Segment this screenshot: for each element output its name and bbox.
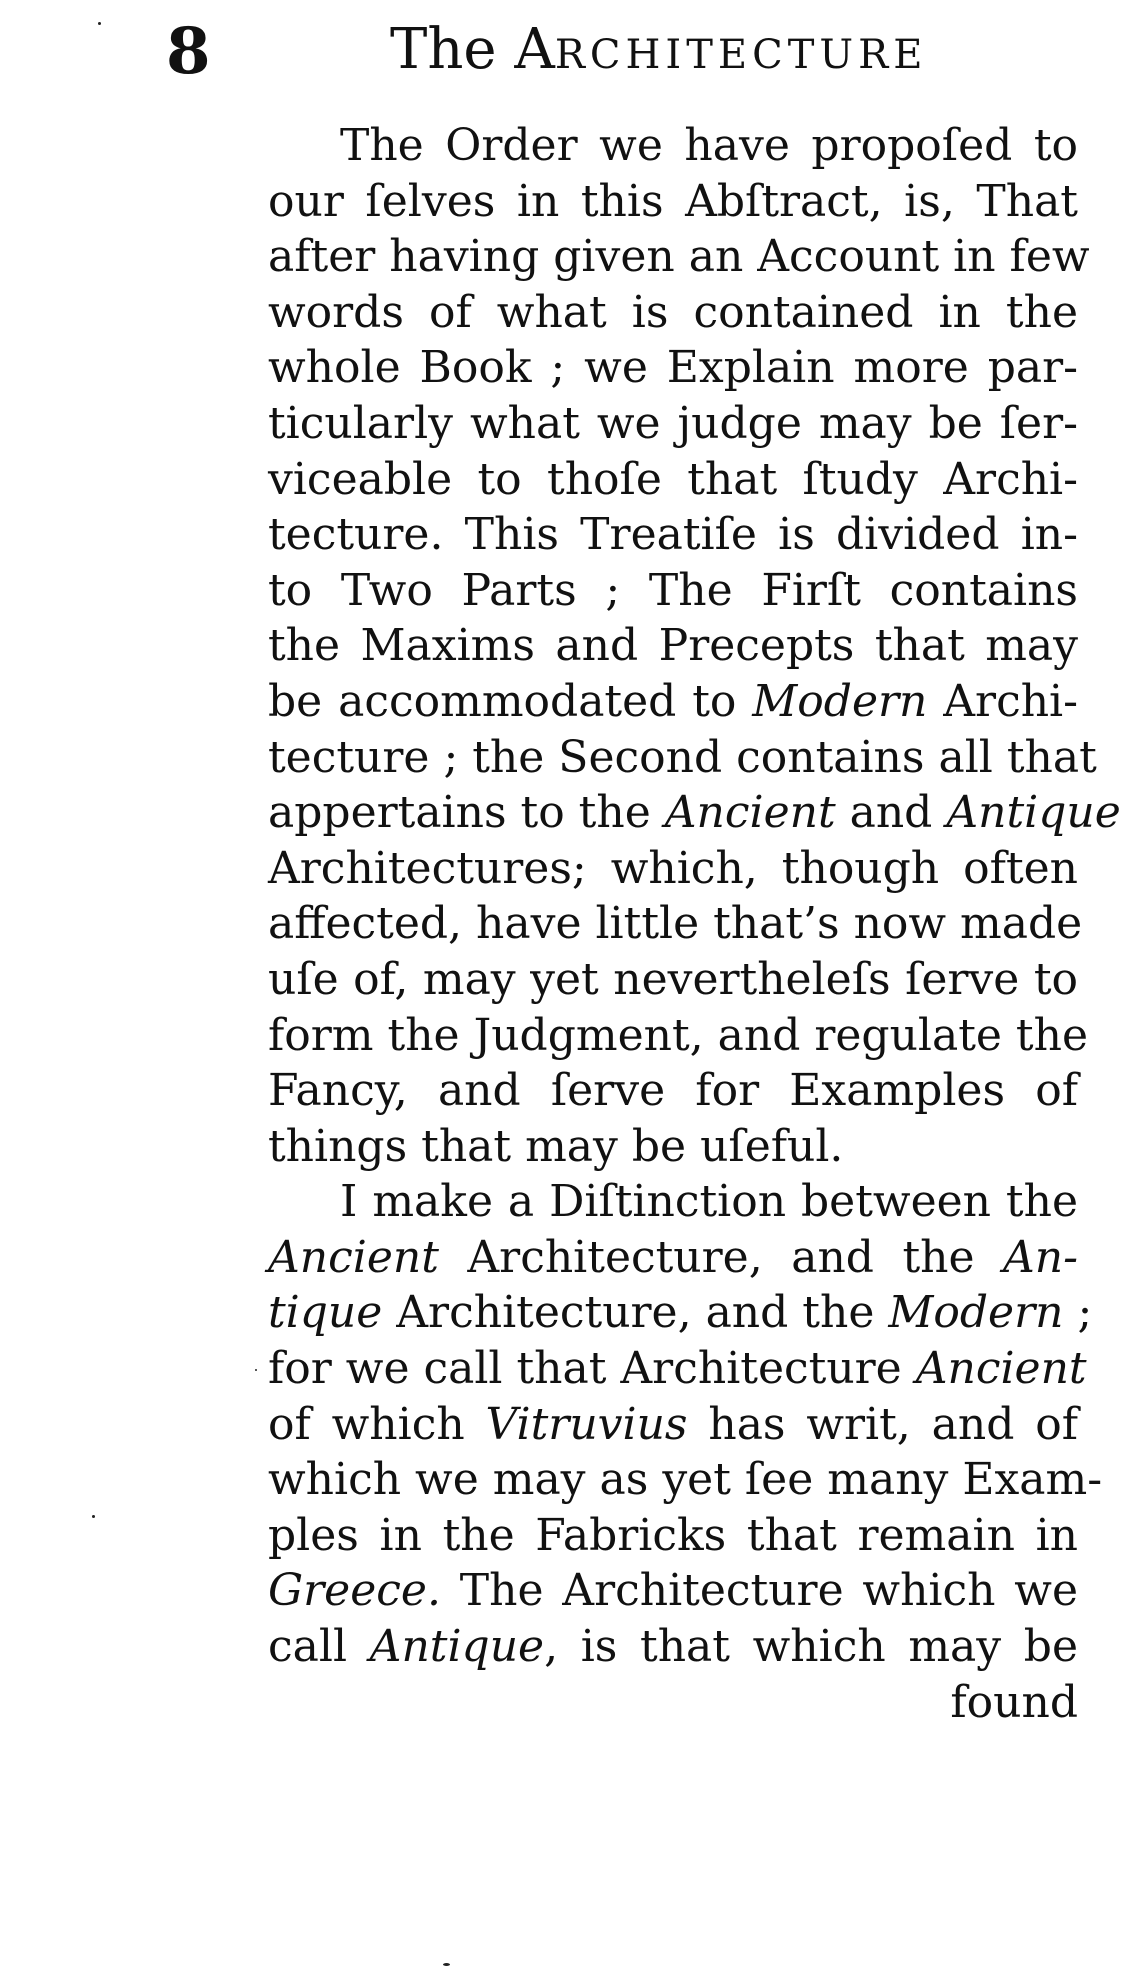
text-line	[268, 174, 1078, 230]
text-segment: ples in the Fabricks that remain in	[268, 1509, 1078, 1561]
text-line	[268, 1397, 1078, 1453]
text-segment: The Architecture which we	[440, 1565, 1078, 1617]
text-line	[268, 730, 1097, 786]
text-line	[268, 1508, 1078, 1564]
text-segment: Architecture, and the	[382, 1287, 889, 1339]
running-head-initial: A	[514, 17, 555, 82]
text-segment: affected, have little that’s now made	[268, 898, 1083, 950]
text-segment: Archi-	[927, 675, 1078, 727]
text-line	[268, 841, 1078, 897]
text-line	[268, 1063, 1078, 1119]
italic-text: tique	[268, 1287, 383, 1339]
text-line	[268, 1563, 1078, 1619]
text-segment: our ſelves in this Abſtract, is, That	[268, 175, 1078, 227]
text-segment: after having given an Account in few	[268, 231, 1090, 283]
text-line	[268, 896, 1083, 952]
text-segment: Fancy, and ſerve for Examples of	[268, 1065, 1078, 1117]
text-segment: ticularly what we judge may be ſer-	[268, 397, 1078, 449]
print-speck	[98, 22, 101, 25]
text-segment: The Order we have propoſed to	[340, 120, 1078, 171]
italic-text: Greece.	[268, 1565, 441, 1617]
text-line	[268, 785, 1121, 841]
text-line	[268, 118, 1078, 174]
text-segment: , is that which may be	[544, 1621, 1078, 1673]
text-line	[268, 1341, 1087, 1397]
text-segment: Architecture, and the	[438, 1231, 1004, 1283]
text-line	[268, 1119, 1078, 1175]
text-line	[268, 1675, 1078, 1731]
print-speck	[255, 1369, 257, 1371]
running-head-the: The	[390, 17, 515, 82]
text-line	[268, 229, 1090, 285]
print-speck	[443, 1963, 450, 1966]
text-segment: tecture. This Treatiſe is divided in-	[268, 509, 1078, 561]
text-segment: words of what is contained in the	[268, 286, 1078, 338]
text-segment: uſe of, may yet neverthelеſs ſerve to	[268, 953, 1078, 1005]
text-segment: ;	[1063, 1287, 1093, 1339]
italic-text: Ancient	[915, 1343, 1087, 1395]
text-segment: of which	[268, 1398, 486, 1450]
italic-text: Ancient	[268, 1231, 439, 1283]
text-segment: and	[835, 787, 947, 839]
text-segment: viceable to thoſe that ſtudy Archi-	[268, 453, 1078, 505]
text-line	[268, 618, 1078, 674]
text-line	[268, 285, 1078, 341]
italic-text: Antique	[369, 1621, 545, 1673]
text-segment: the Maxims and Precepts that may	[268, 620, 1078, 672]
page-number: 8	[166, 14, 211, 89]
text-segment: has writ, and of	[687, 1398, 1078, 1450]
text-segment: I make a Diſtinction between the	[340, 1176, 1078, 1228]
text-line	[268, 396, 1078, 452]
running-head	[390, 17, 928, 82]
italic-text: Modern	[752, 675, 928, 727]
text-line	[268, 507, 1078, 563]
italic-text: Ancient	[664, 787, 836, 839]
text-segment: appertains to the	[268, 787, 665, 839]
text-line	[268, 563, 1078, 619]
text-segment: which we may as yet ſee many Exam-	[268, 1454, 1103, 1506]
text-segment: be accommodated to	[268, 675, 753, 727]
page-header	[160, 14, 980, 100]
text-line	[268, 1230, 1078, 1286]
body-text	[268, 118, 1121, 1730]
text-segment: tecture ; the Second contains all that	[268, 731, 1097, 783]
running-head-small-caps: RCHITECTURE	[554, 32, 928, 78]
text-segment: whole Book ; we Explain more par-	[268, 342, 1078, 394]
text-segment: for we call that Architecture	[268, 1343, 916, 1395]
text-line	[268, 952, 1078, 1008]
text-segment: to Two Parts ; The Firſt contains	[268, 564, 1078, 616]
italic-text: Antique	[946, 787, 1121, 839]
text-segment: Architectures; which, though often	[268, 842, 1078, 894]
text-line	[268, 1174, 1078, 1230]
italic-text: An-	[1003, 1231, 1078, 1283]
text-line	[268, 1452, 1103, 1508]
text-line	[268, 1285, 1093, 1341]
italic-text: Modern	[888, 1287, 1064, 1339]
print-speck	[92, 1515, 95, 1518]
text-segment: form the Judgment, and regulate the	[268, 1009, 1088, 1061]
text-segment: call	[268, 1621, 370, 1673]
text-line	[268, 1619, 1078, 1675]
text-segment: found	[950, 1676, 1078, 1728]
italic-text: Vitruvius	[485, 1398, 688, 1450]
text-line	[268, 674, 1078, 730]
text-line	[268, 1008, 1088, 1064]
text-line	[268, 452, 1078, 508]
text-line	[268, 340, 1078, 396]
text-segment: things that may be uſeful.	[268, 1120, 844, 1172]
